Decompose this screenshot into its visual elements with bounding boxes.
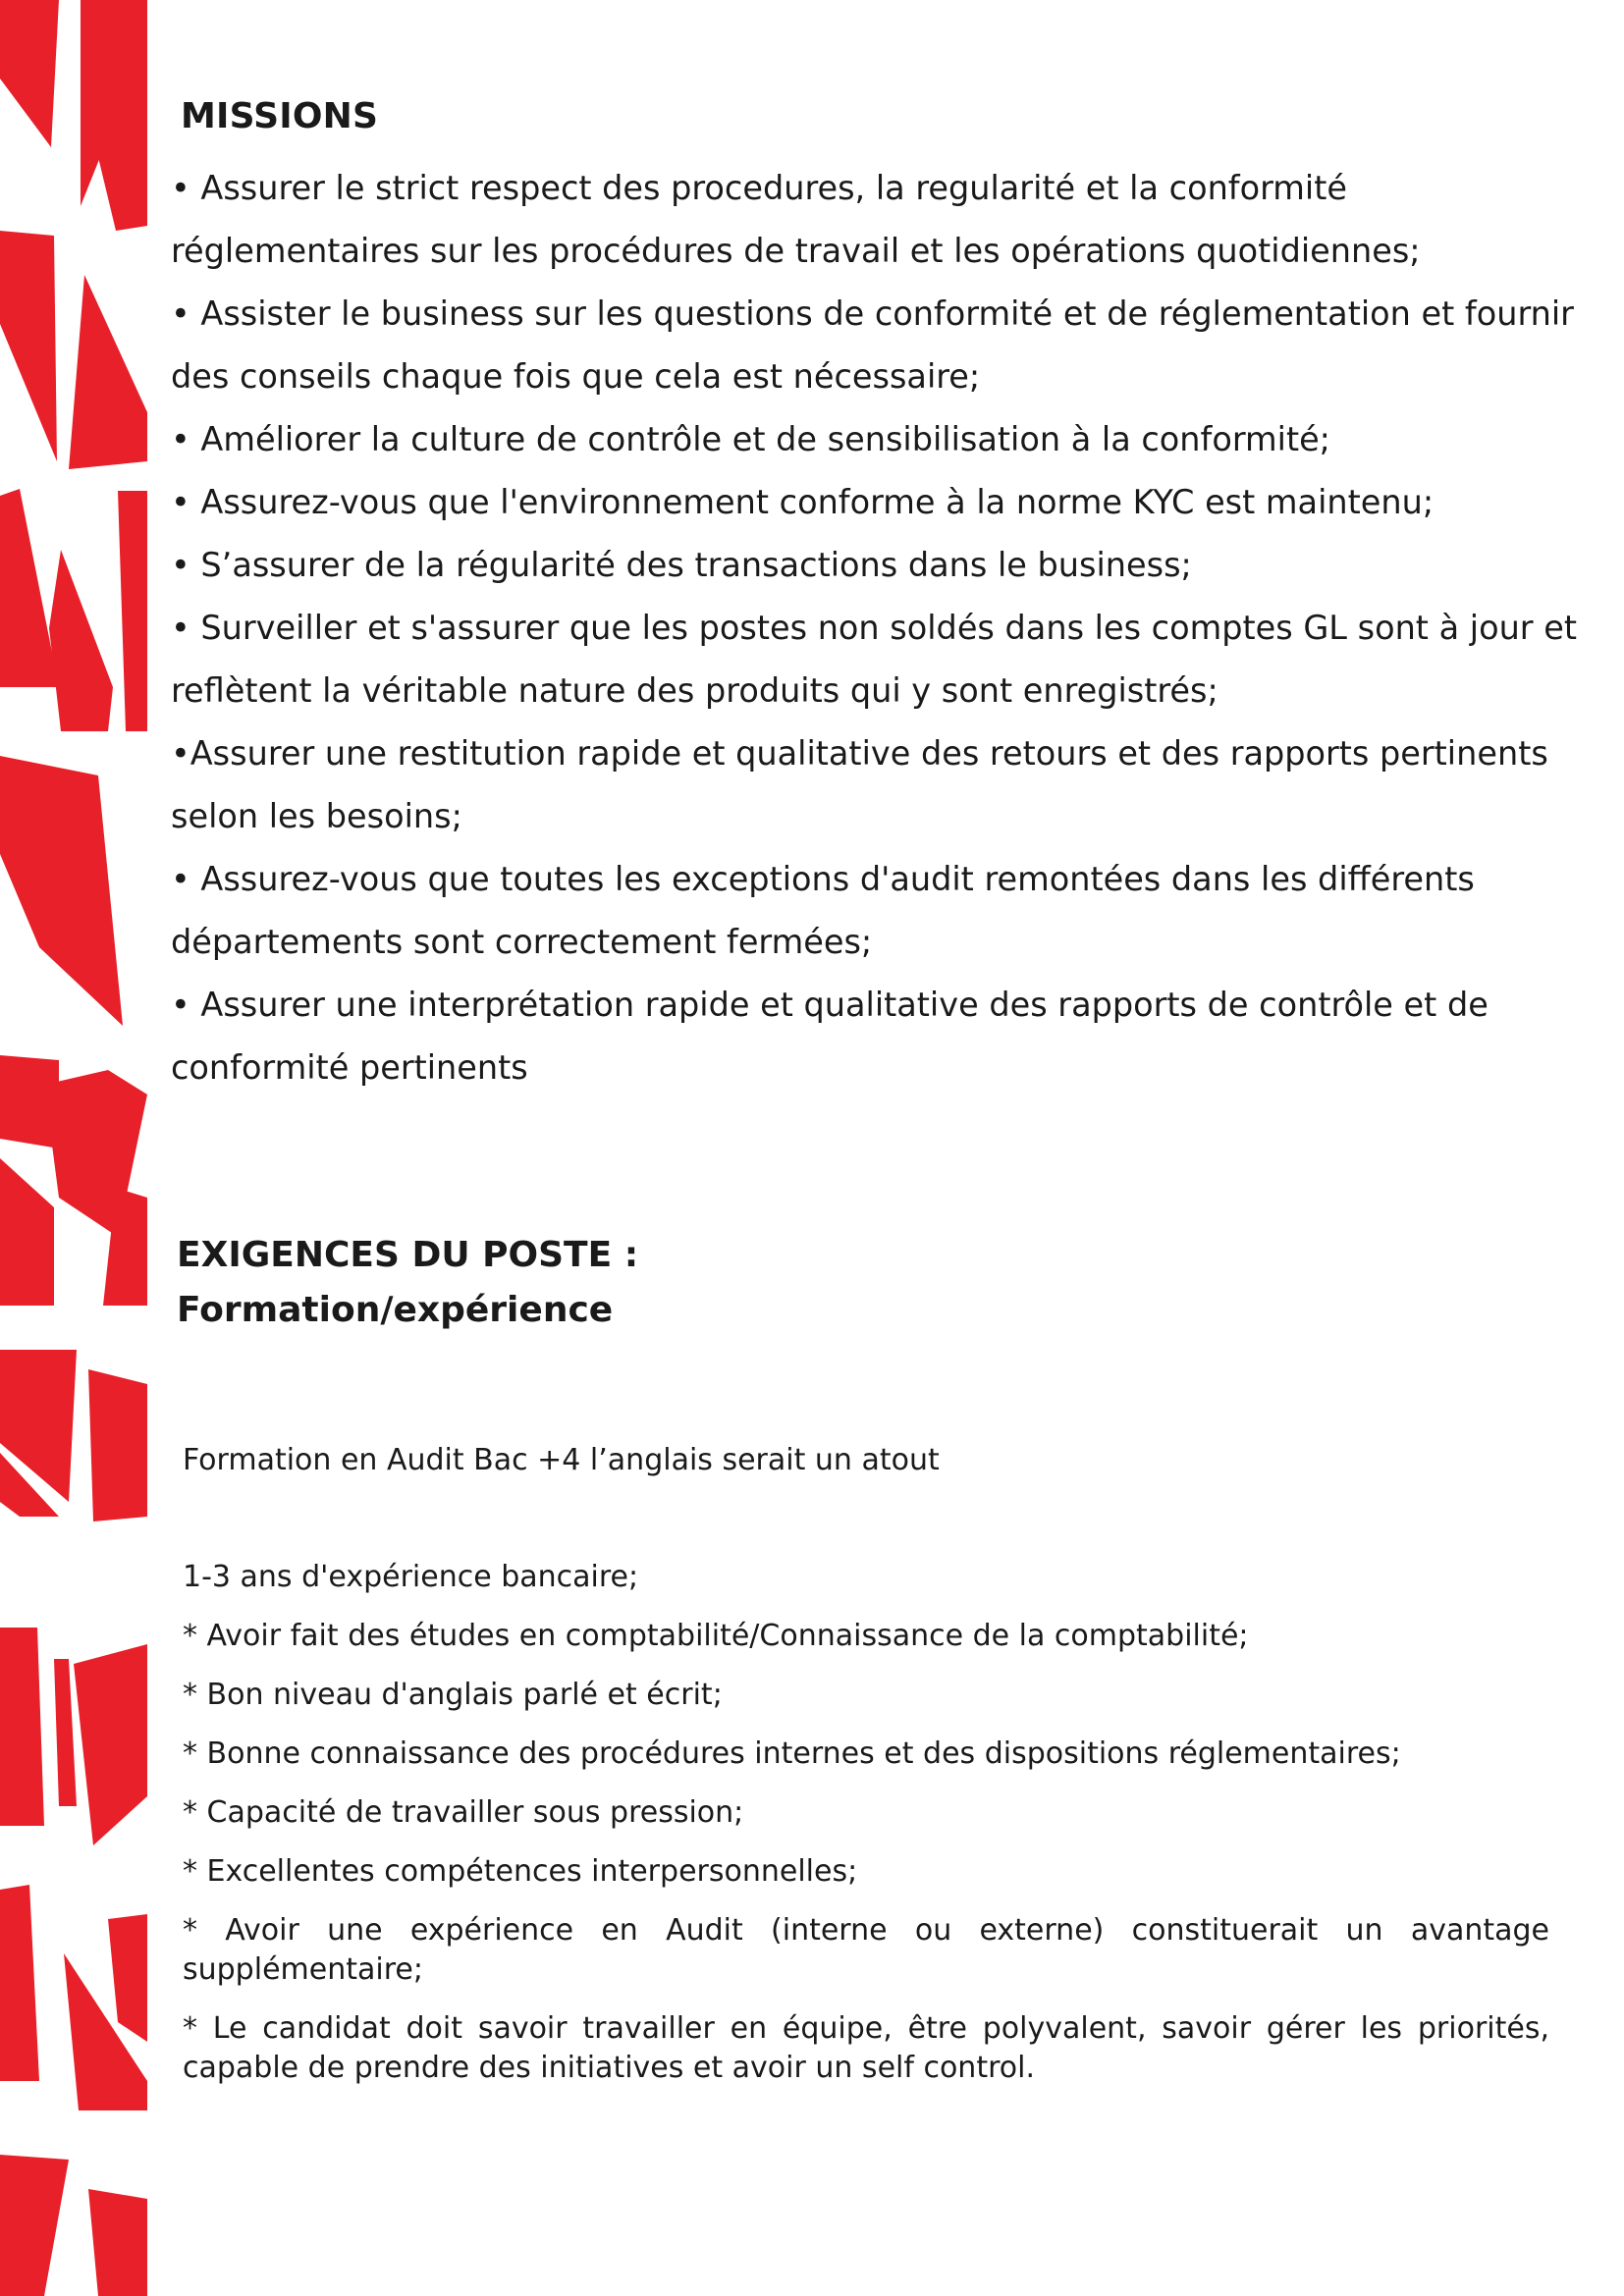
mission-item: • Améliorer la culture de contrôle et de sensibilisation à la conformité;	[171, 420, 1330, 458]
mission-item: • Surveiller et s'assurer que les postes non soldés dans les comptes GL sont à jour et reflètent la véritable nature des produits qui y sont enregistrés;	[171, 609, 1577, 710]
mission-item: • Assurez-vous que l'environnement conforme à la norme KYC est maintenu;	[171, 483, 1435, 521]
formation-text: Formation en Audit Bac +4 l’anglais serait un atout	[183, 1443, 940, 1477]
mission-item: • Assurer une interprétation rapide et qualitative des rapports de contrôle et de conformité pertinents	[171, 986, 1489, 1087]
requirement-item: * Le candidat doit savoir travailler en équipe, être polyvalent, savoir gérer les priorités, capable de prendre des initiatives et avoir un self control.	[183, 2011, 1549, 2085]
missions-list	[171, 157, 1597, 1099]
requirement-item: 1-3 ans d'expérience bancaire;	[183, 1560, 639, 1594]
requirements-heading: EXIGENCES DU POSTE :	[177, 1235, 639, 1275]
requirement-item: * Excellentes compétences interpersonnelles;	[183, 1854, 858, 1889]
red-decorative-strip	[0, 0, 157, 2296]
mission-item: •Assurer une restitution rapide et qualitative des retours et des rapports pertinents selon les besoins;	[171, 734, 1548, 835]
mission-item: • Assurez-vous que toutes les exceptions d'audit remontées dans les différents départements sont correctement fermées;	[171, 860, 1475, 961]
requirement-item: * Capacité de travailler sous pression;	[183, 1795, 744, 1830]
requirement-item: * Avoir fait des études en comptabilité/Connaissance de la comptabilité;	[183, 1619, 1249, 1653]
mission-item: • Assurer le strict respect des procedures, la regularité et la conformité réglementaires sur les procédures de travail et les opérations quotidiennes;	[171, 169, 1421, 270]
mission-item: • Assister le business sur les questions de conformité et de réglementation et fournir des conseils chaque fois que cela est nécessaire;	[171, 294, 1574, 396]
requirements-subheading: Formation/expérience	[177, 1290, 614, 1330]
requirement-item: * Bon niveau d'anglais parlé et écrit;	[183, 1678, 723, 1712]
mission-item: • S’assurer de la régularité des transactions dans le business;	[171, 546, 1192, 584]
requirements-list	[183, 1558, 1549, 2108]
requirement-item: * Bonne connaissance des procédures internes et des dispositions réglementaires;	[183, 1736, 1401, 1771]
requirement-item: * Avoir une expérience en Audit (interne ou externe) constituerait un avantage supplémentaire;	[183, 1913, 1549, 1987]
missions-heading: MISSIONS	[181, 96, 379, 136]
